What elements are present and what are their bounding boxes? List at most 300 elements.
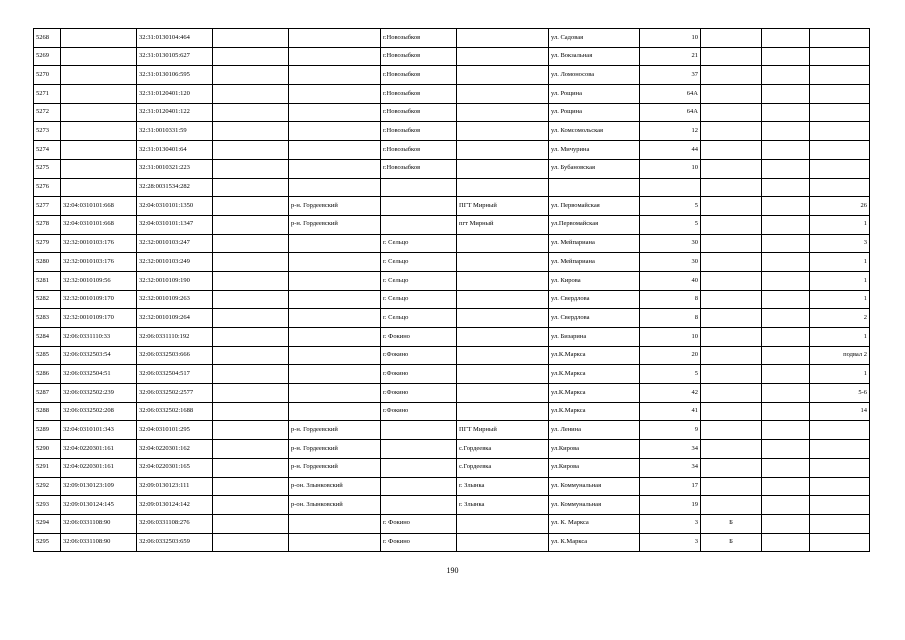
region-cell bbox=[213, 141, 289, 160]
city-cell bbox=[381, 440, 457, 459]
table-row bbox=[34, 47, 870, 66]
building-letter-cell bbox=[701, 253, 762, 272]
street-cell: ул.К.Маркса bbox=[549, 346, 640, 365]
region-cell bbox=[213, 458, 289, 477]
building-cell bbox=[762, 234, 810, 253]
cadastral-number-cell: 32:04:0220301:162 bbox=[137, 440, 213, 459]
region-cell bbox=[213, 234, 289, 253]
row-number-cell: 5293 bbox=[34, 496, 61, 515]
row-number-cell: 5283 bbox=[34, 309, 61, 328]
cadastral-number-cell: 32:06:0332502:1688 bbox=[137, 402, 213, 421]
building-letter-cell bbox=[701, 47, 762, 66]
cadastral-number-cell: 32:06:0331108:276 bbox=[137, 514, 213, 533]
settlement-cell bbox=[457, 234, 549, 253]
table-row bbox=[34, 103, 870, 122]
table-row bbox=[34, 253, 870, 272]
house-number-cell: 12 bbox=[640, 122, 701, 141]
cadastral-number-cell: 32:04:0310101:295 bbox=[137, 421, 213, 440]
district-cell bbox=[289, 402, 381, 421]
row-number-cell: 5294 bbox=[34, 514, 61, 533]
apartment-cell: 1 bbox=[810, 365, 870, 384]
house-number-cell: 5 bbox=[640, 215, 701, 234]
building-letter-cell bbox=[701, 346, 762, 365]
cadastral-number-cell: 32:32:0010109:264 bbox=[137, 309, 213, 328]
cadastral-number-cell: 32:06:0332502:2577 bbox=[137, 384, 213, 403]
street-cell: ул.Кирова bbox=[549, 440, 640, 459]
house-number-cell: 3 bbox=[640, 533, 701, 552]
row-number-cell: 5278 bbox=[34, 215, 61, 234]
city-cell bbox=[381, 215, 457, 234]
building-cell bbox=[762, 402, 810, 421]
building-letter-cell bbox=[701, 271, 762, 290]
district-cell: р-н. Гордеевский bbox=[289, 458, 381, 477]
region-cell bbox=[213, 215, 289, 234]
apartment-cell: 2 bbox=[810, 309, 870, 328]
building-letter-cell bbox=[701, 66, 762, 85]
settlement-cell bbox=[457, 253, 549, 272]
parent-cadastral-number-cell: 32:06:0331108:90 bbox=[61, 514, 137, 533]
street-cell: ул. Рощина bbox=[549, 103, 640, 122]
table-row bbox=[34, 496, 870, 515]
table-row bbox=[34, 458, 870, 477]
house-number-cell: 21 bbox=[640, 47, 701, 66]
region-cell bbox=[213, 66, 289, 85]
table-row bbox=[34, 290, 870, 309]
parent-cadastral-number-cell: 32:32:0010109:170 bbox=[61, 309, 137, 328]
house-number-cell bbox=[640, 178, 701, 197]
table-row bbox=[34, 346, 870, 365]
district-cell bbox=[289, 514, 381, 533]
city-cell bbox=[381, 421, 457, 440]
district-cell: р-он. Злынковский bbox=[289, 496, 381, 515]
building-cell bbox=[762, 159, 810, 178]
cadastral-number-cell: 32:04:0310101:1347 bbox=[137, 215, 213, 234]
building-cell bbox=[762, 346, 810, 365]
house-number-cell: 64А bbox=[640, 103, 701, 122]
cadastral-number-cell: 32:31:0010331:59 bbox=[137, 122, 213, 141]
building-letter-cell bbox=[701, 85, 762, 104]
settlement-cell bbox=[457, 122, 549, 141]
table-row bbox=[34, 402, 870, 421]
building-cell bbox=[762, 496, 810, 515]
building-cell bbox=[762, 309, 810, 328]
house-number-cell: 19 bbox=[640, 496, 701, 515]
building-letter-cell bbox=[701, 328, 762, 347]
apartment-cell: 3 bbox=[810, 234, 870, 253]
street-cell: ул.К.Маркса bbox=[549, 384, 640, 403]
settlement-cell: ПГТ Мирный bbox=[457, 197, 549, 216]
building-cell bbox=[762, 365, 810, 384]
parent-cadastral-number-cell: 32:04:0310101:343 bbox=[61, 421, 137, 440]
parent-cadastral-number-cell: 32:06:0332502:239 bbox=[61, 384, 137, 403]
parent-cadastral-number-cell bbox=[61, 178, 137, 197]
building-letter-cell: Б bbox=[701, 533, 762, 552]
row-number-cell: 5281 bbox=[34, 271, 61, 290]
apartment-cell bbox=[810, 66, 870, 85]
city-cell: г. Сельцо bbox=[381, 271, 457, 290]
building-letter-cell: Б bbox=[701, 514, 762, 533]
street-cell: ул. Коммунальная bbox=[549, 477, 640, 496]
table-row bbox=[34, 384, 870, 403]
house-number-cell: 30 bbox=[640, 234, 701, 253]
apartment-cell bbox=[810, 440, 870, 459]
settlement-cell bbox=[457, 290, 549, 309]
table-row bbox=[34, 533, 870, 552]
building-cell bbox=[762, 66, 810, 85]
apartment-cell: 1 bbox=[810, 253, 870, 272]
building-letter-cell bbox=[701, 159, 762, 178]
apartment-cell bbox=[810, 514, 870, 533]
street-cell: ул. Свердлова bbox=[549, 290, 640, 309]
street-cell: ул.Кирова bbox=[549, 458, 640, 477]
parent-cadastral-number-cell: 32:06:0332502:208 bbox=[61, 402, 137, 421]
table-row bbox=[34, 440, 870, 459]
parent-cadastral-number-cell: 32:06:0331110:33 bbox=[61, 328, 137, 347]
region-cell bbox=[213, 197, 289, 216]
settlement-cell bbox=[457, 29, 549, 48]
row-number-cell: 5282 bbox=[34, 290, 61, 309]
settlement-cell: г. Злынка bbox=[457, 496, 549, 515]
parent-cadastral-number-cell: 32:32:0010103:176 bbox=[61, 234, 137, 253]
parent-cadastral-number-cell: 32:32:0010103:176 bbox=[61, 253, 137, 272]
house-number-cell: 5 bbox=[640, 197, 701, 216]
building-cell bbox=[762, 178, 810, 197]
region-cell bbox=[213, 384, 289, 403]
cadastral-number-cell: 32:06:0332504:517 bbox=[137, 365, 213, 384]
district-cell: р-н. Гордеевский bbox=[289, 440, 381, 459]
region-cell bbox=[213, 290, 289, 309]
table-row bbox=[34, 365, 870, 384]
parent-cadastral-number-cell: 32:04:0220301:161 bbox=[61, 458, 137, 477]
street-cell: ул. Свердлова bbox=[549, 309, 640, 328]
apartment-cell bbox=[810, 458, 870, 477]
district-cell bbox=[289, 290, 381, 309]
building-cell bbox=[762, 197, 810, 216]
parent-cadastral-number-cell bbox=[61, 85, 137, 104]
parent-cadastral-number-cell bbox=[61, 159, 137, 178]
street-cell: ул. К. Маркса bbox=[549, 514, 640, 533]
district-cell bbox=[289, 159, 381, 178]
row-number-cell: 5275 bbox=[34, 159, 61, 178]
settlement-cell: пгт Мирный bbox=[457, 215, 549, 234]
settlement-cell bbox=[457, 533, 549, 552]
apartment-cell bbox=[810, 496, 870, 515]
street-cell: ул. Первомайская bbox=[549, 197, 640, 216]
city-cell bbox=[381, 477, 457, 496]
house-number-cell: 10 bbox=[640, 29, 701, 48]
building-letter-cell bbox=[701, 440, 762, 459]
building-letter-cell bbox=[701, 458, 762, 477]
street-cell: ул. Коммунальная bbox=[549, 496, 640, 515]
page-number: 190 bbox=[446, 566, 459, 575]
city-cell: г.Фокино bbox=[381, 384, 457, 403]
district-cell bbox=[289, 29, 381, 48]
apartment-cell bbox=[810, 122, 870, 141]
district-cell bbox=[289, 85, 381, 104]
settlement-cell bbox=[457, 328, 549, 347]
city-cell: г.Фокино bbox=[381, 346, 457, 365]
city-cell: г. Фокино bbox=[381, 514, 457, 533]
building-cell bbox=[762, 458, 810, 477]
district-cell bbox=[289, 122, 381, 141]
apartment-cell bbox=[810, 477, 870, 496]
district-cell: р-н. Гордеевский bbox=[289, 215, 381, 234]
apartment-cell bbox=[810, 103, 870, 122]
city-cell: г.Новозыбков bbox=[381, 29, 457, 48]
table-row bbox=[34, 122, 870, 141]
city-cell: г.Новозыбков bbox=[381, 85, 457, 104]
parent-cadastral-number-cell bbox=[61, 122, 137, 141]
cadastral-number-cell: 32:31:0120401:122 bbox=[137, 103, 213, 122]
table-row bbox=[34, 197, 870, 216]
building-cell bbox=[762, 421, 810, 440]
row-number-cell: 5280 bbox=[34, 253, 61, 272]
settlement-cell bbox=[457, 402, 549, 421]
parent-cadastral-number-cell bbox=[61, 66, 137, 85]
street-cell: ул. К.Маркса bbox=[549, 533, 640, 552]
house-number-cell: 3 bbox=[640, 514, 701, 533]
apartment-cell bbox=[810, 533, 870, 552]
house-number-cell: 41 bbox=[640, 402, 701, 421]
city-cell: г. Сельцо bbox=[381, 309, 457, 328]
settlement-cell bbox=[457, 514, 549, 533]
apartment-cell: подвал 2 bbox=[810, 346, 870, 365]
building-cell bbox=[762, 384, 810, 403]
row-number-cell: 5271 bbox=[34, 85, 61, 104]
parent-cadastral-number-cell: 32:09:0130124:145 bbox=[61, 496, 137, 515]
house-number-cell: 10 bbox=[640, 159, 701, 178]
apartment-cell: 1 bbox=[810, 271, 870, 290]
row-number-cell: 5285 bbox=[34, 346, 61, 365]
street-cell: ул. Мейпариана bbox=[549, 234, 640, 253]
region-cell bbox=[213, 253, 289, 272]
table-row bbox=[34, 29, 870, 48]
region-cell bbox=[213, 103, 289, 122]
cadastral-number-cell: 32:31:0130104:464 bbox=[137, 29, 213, 48]
district-cell bbox=[289, 66, 381, 85]
cadastral-number-cell: 32:06:0331110:192 bbox=[137, 328, 213, 347]
table-row bbox=[34, 514, 870, 533]
table-row bbox=[34, 271, 870, 290]
apartment-cell bbox=[810, 85, 870, 104]
building-letter-cell bbox=[701, 122, 762, 141]
settlement-cell bbox=[457, 384, 549, 403]
parent-cadastral-number-cell bbox=[61, 141, 137, 160]
district-cell bbox=[289, 328, 381, 347]
cadastral-number-cell: 32:31:0130401:64 bbox=[137, 141, 213, 160]
building-cell bbox=[762, 47, 810, 66]
district-cell bbox=[289, 234, 381, 253]
table-row bbox=[34, 328, 870, 347]
settlement-cell bbox=[457, 309, 549, 328]
apartment-cell bbox=[810, 47, 870, 66]
building-letter-cell bbox=[701, 290, 762, 309]
region-cell bbox=[213, 477, 289, 496]
region-cell bbox=[213, 85, 289, 104]
building-cell bbox=[762, 440, 810, 459]
building-cell bbox=[762, 103, 810, 122]
city-cell: г. Сельцо bbox=[381, 253, 457, 272]
building-letter-cell bbox=[701, 402, 762, 421]
city-cell: г. Сельцо bbox=[381, 234, 457, 253]
settlement-cell bbox=[457, 159, 549, 178]
table-row bbox=[34, 309, 870, 328]
cadastral-number-cell: 32:32:0010109:190 bbox=[137, 271, 213, 290]
parent-cadastral-number-cell: 32:32:0010109:170 bbox=[61, 290, 137, 309]
row-number-cell: 5279 bbox=[34, 234, 61, 253]
city-cell: г.Новозыбков bbox=[381, 66, 457, 85]
street-cell: ул. Мейпариана bbox=[549, 253, 640, 272]
building-letter-cell bbox=[701, 496, 762, 515]
apartment-cell: 1 bbox=[810, 290, 870, 309]
house-number-cell: 40 bbox=[640, 271, 701, 290]
region-cell bbox=[213, 533, 289, 552]
row-number-cell: 5292 bbox=[34, 477, 61, 496]
city-cell: г. Фокино bbox=[381, 533, 457, 552]
parent-cadastral-number-cell bbox=[61, 47, 137, 66]
district-cell: р-н. Гордеевский bbox=[289, 421, 381, 440]
building-letter-cell bbox=[701, 477, 762, 496]
cadastral-number-cell: 32:06:0332503:659 bbox=[137, 533, 213, 552]
building-letter-cell bbox=[701, 365, 762, 384]
city-cell bbox=[381, 197, 457, 216]
city-cell: г. Сельцо bbox=[381, 290, 457, 309]
settlement-cell bbox=[457, 141, 549, 160]
street-cell: ул.Первомайская bbox=[549, 215, 640, 234]
city-cell: г.Новозыбков bbox=[381, 122, 457, 141]
house-number-cell: 34 bbox=[640, 440, 701, 459]
apartment-cell bbox=[810, 421, 870, 440]
building-cell bbox=[762, 271, 810, 290]
district-cell: р-н. Гордеевский bbox=[289, 197, 381, 216]
row-number-cell: 5272 bbox=[34, 103, 61, 122]
row-number-cell: 5286 bbox=[34, 365, 61, 384]
parent-cadastral-number-cell: 32:04:0220301:161 bbox=[61, 440, 137, 459]
district-cell bbox=[289, 253, 381, 272]
table-row bbox=[34, 477, 870, 496]
row-number-cell: 5276 bbox=[34, 178, 61, 197]
building-letter-cell bbox=[701, 234, 762, 253]
settlement-cell bbox=[457, 365, 549, 384]
apartment-cell: 26 bbox=[810, 197, 870, 216]
street-cell: ул. Бизарина bbox=[549, 328, 640, 347]
settlement-cell bbox=[457, 47, 549, 66]
building-cell bbox=[762, 514, 810, 533]
apartment-cell bbox=[810, 141, 870, 160]
settlement-cell bbox=[457, 85, 549, 104]
city-cell: г. Фокино bbox=[381, 328, 457, 347]
district-cell bbox=[289, 346, 381, 365]
street-cell: ул. Кирова bbox=[549, 271, 640, 290]
row-number-cell: 5284 bbox=[34, 328, 61, 347]
cadastral-number-cell: 32:09:0130124:142 bbox=[137, 496, 213, 515]
parent-cadastral-number-cell: 32:06:0332504:51 bbox=[61, 365, 137, 384]
street-cell: ул. Вокзальная bbox=[549, 47, 640, 66]
table-body bbox=[34, 29, 870, 552]
street-cell bbox=[549, 178, 640, 197]
district-cell bbox=[289, 271, 381, 290]
cadastral-number-cell: 32:31:0120401:120 bbox=[137, 85, 213, 104]
district-cell bbox=[289, 178, 381, 197]
apartment-cell: 1 bbox=[810, 328, 870, 347]
settlement-cell bbox=[457, 178, 549, 197]
house-number-cell: 10 bbox=[640, 328, 701, 347]
building-letter-cell bbox=[701, 384, 762, 403]
district-cell bbox=[289, 47, 381, 66]
city-cell: г.Новозыбков bbox=[381, 141, 457, 160]
house-number-cell: 9 bbox=[640, 421, 701, 440]
cadastral-number-cell: 32:31:0010321:223 bbox=[137, 159, 213, 178]
building-letter-cell bbox=[701, 103, 762, 122]
parent-cadastral-number-cell: 32:32:0010109:56 bbox=[61, 271, 137, 290]
region-cell bbox=[213, 496, 289, 515]
apartment-cell bbox=[810, 29, 870, 48]
parent-cadastral-number-cell: 32:04:0310101:668 bbox=[61, 215, 137, 234]
settlement-cell: с.Гордеевка bbox=[457, 458, 549, 477]
building-cell bbox=[762, 85, 810, 104]
house-number-cell: 64А bbox=[640, 85, 701, 104]
building-letter-cell bbox=[701, 141, 762, 160]
building-letter-cell bbox=[701, 215, 762, 234]
region-cell bbox=[213, 440, 289, 459]
settlement-cell: г. Злынка bbox=[457, 477, 549, 496]
apartment-cell: 14 bbox=[810, 402, 870, 421]
building-cell bbox=[762, 533, 810, 552]
building-cell bbox=[762, 215, 810, 234]
city-cell bbox=[381, 496, 457, 515]
building-cell bbox=[762, 253, 810, 272]
house-number-cell: 5 bbox=[640, 365, 701, 384]
region-cell bbox=[213, 178, 289, 197]
apartment-cell: 5-6 bbox=[810, 384, 870, 403]
table-row bbox=[34, 215, 870, 234]
street-cell: ул. Комсомольская bbox=[549, 122, 640, 141]
registry-table bbox=[33, 28, 870, 552]
row-number-cell: 5268 bbox=[34, 29, 61, 48]
district-cell: р-он. Злынковский bbox=[289, 477, 381, 496]
district-cell bbox=[289, 384, 381, 403]
cadastral-number-cell: 32:28:0031534:282 bbox=[137, 178, 213, 197]
house-number-cell: 8 bbox=[640, 290, 701, 309]
cadastral-number-cell: 32:09:0130123:111 bbox=[137, 477, 213, 496]
district-cell bbox=[289, 533, 381, 552]
building-letter-cell bbox=[701, 421, 762, 440]
row-number-cell: 5274 bbox=[34, 141, 61, 160]
settlement-cell: ПГТ Мирный bbox=[457, 421, 549, 440]
region-cell bbox=[213, 309, 289, 328]
settlement-cell bbox=[457, 103, 549, 122]
apartment-cell: 1 bbox=[810, 215, 870, 234]
street-cell: ул. Мичурина bbox=[549, 141, 640, 160]
cadastral-number-cell: 32:32:0010109:263 bbox=[137, 290, 213, 309]
building-letter-cell bbox=[701, 29, 762, 48]
parent-cadastral-number-cell: 32:06:0331108:90 bbox=[61, 533, 137, 552]
house-number-cell: 17 bbox=[640, 477, 701, 496]
row-number-cell: 5277 bbox=[34, 197, 61, 216]
street-cell: ул. Бубановская bbox=[549, 159, 640, 178]
house-number-cell: 8 bbox=[640, 309, 701, 328]
cadastral-number-cell: 32:31:0130106:595 bbox=[137, 66, 213, 85]
building-cell bbox=[762, 29, 810, 48]
cadastral-number-cell: 32:31:0130105:627 bbox=[137, 47, 213, 66]
cadastral-number-cell: 32:06:0332503:666 bbox=[137, 346, 213, 365]
row-number-cell: 5290 bbox=[34, 440, 61, 459]
region-cell bbox=[213, 122, 289, 141]
street-cell: ул. Садовая bbox=[549, 29, 640, 48]
city-cell: г.Новозыбков bbox=[381, 159, 457, 178]
street-cell: ул. Ломоносова bbox=[549, 66, 640, 85]
cadastral-number-cell: 32:32:0010103:249 bbox=[137, 253, 213, 272]
